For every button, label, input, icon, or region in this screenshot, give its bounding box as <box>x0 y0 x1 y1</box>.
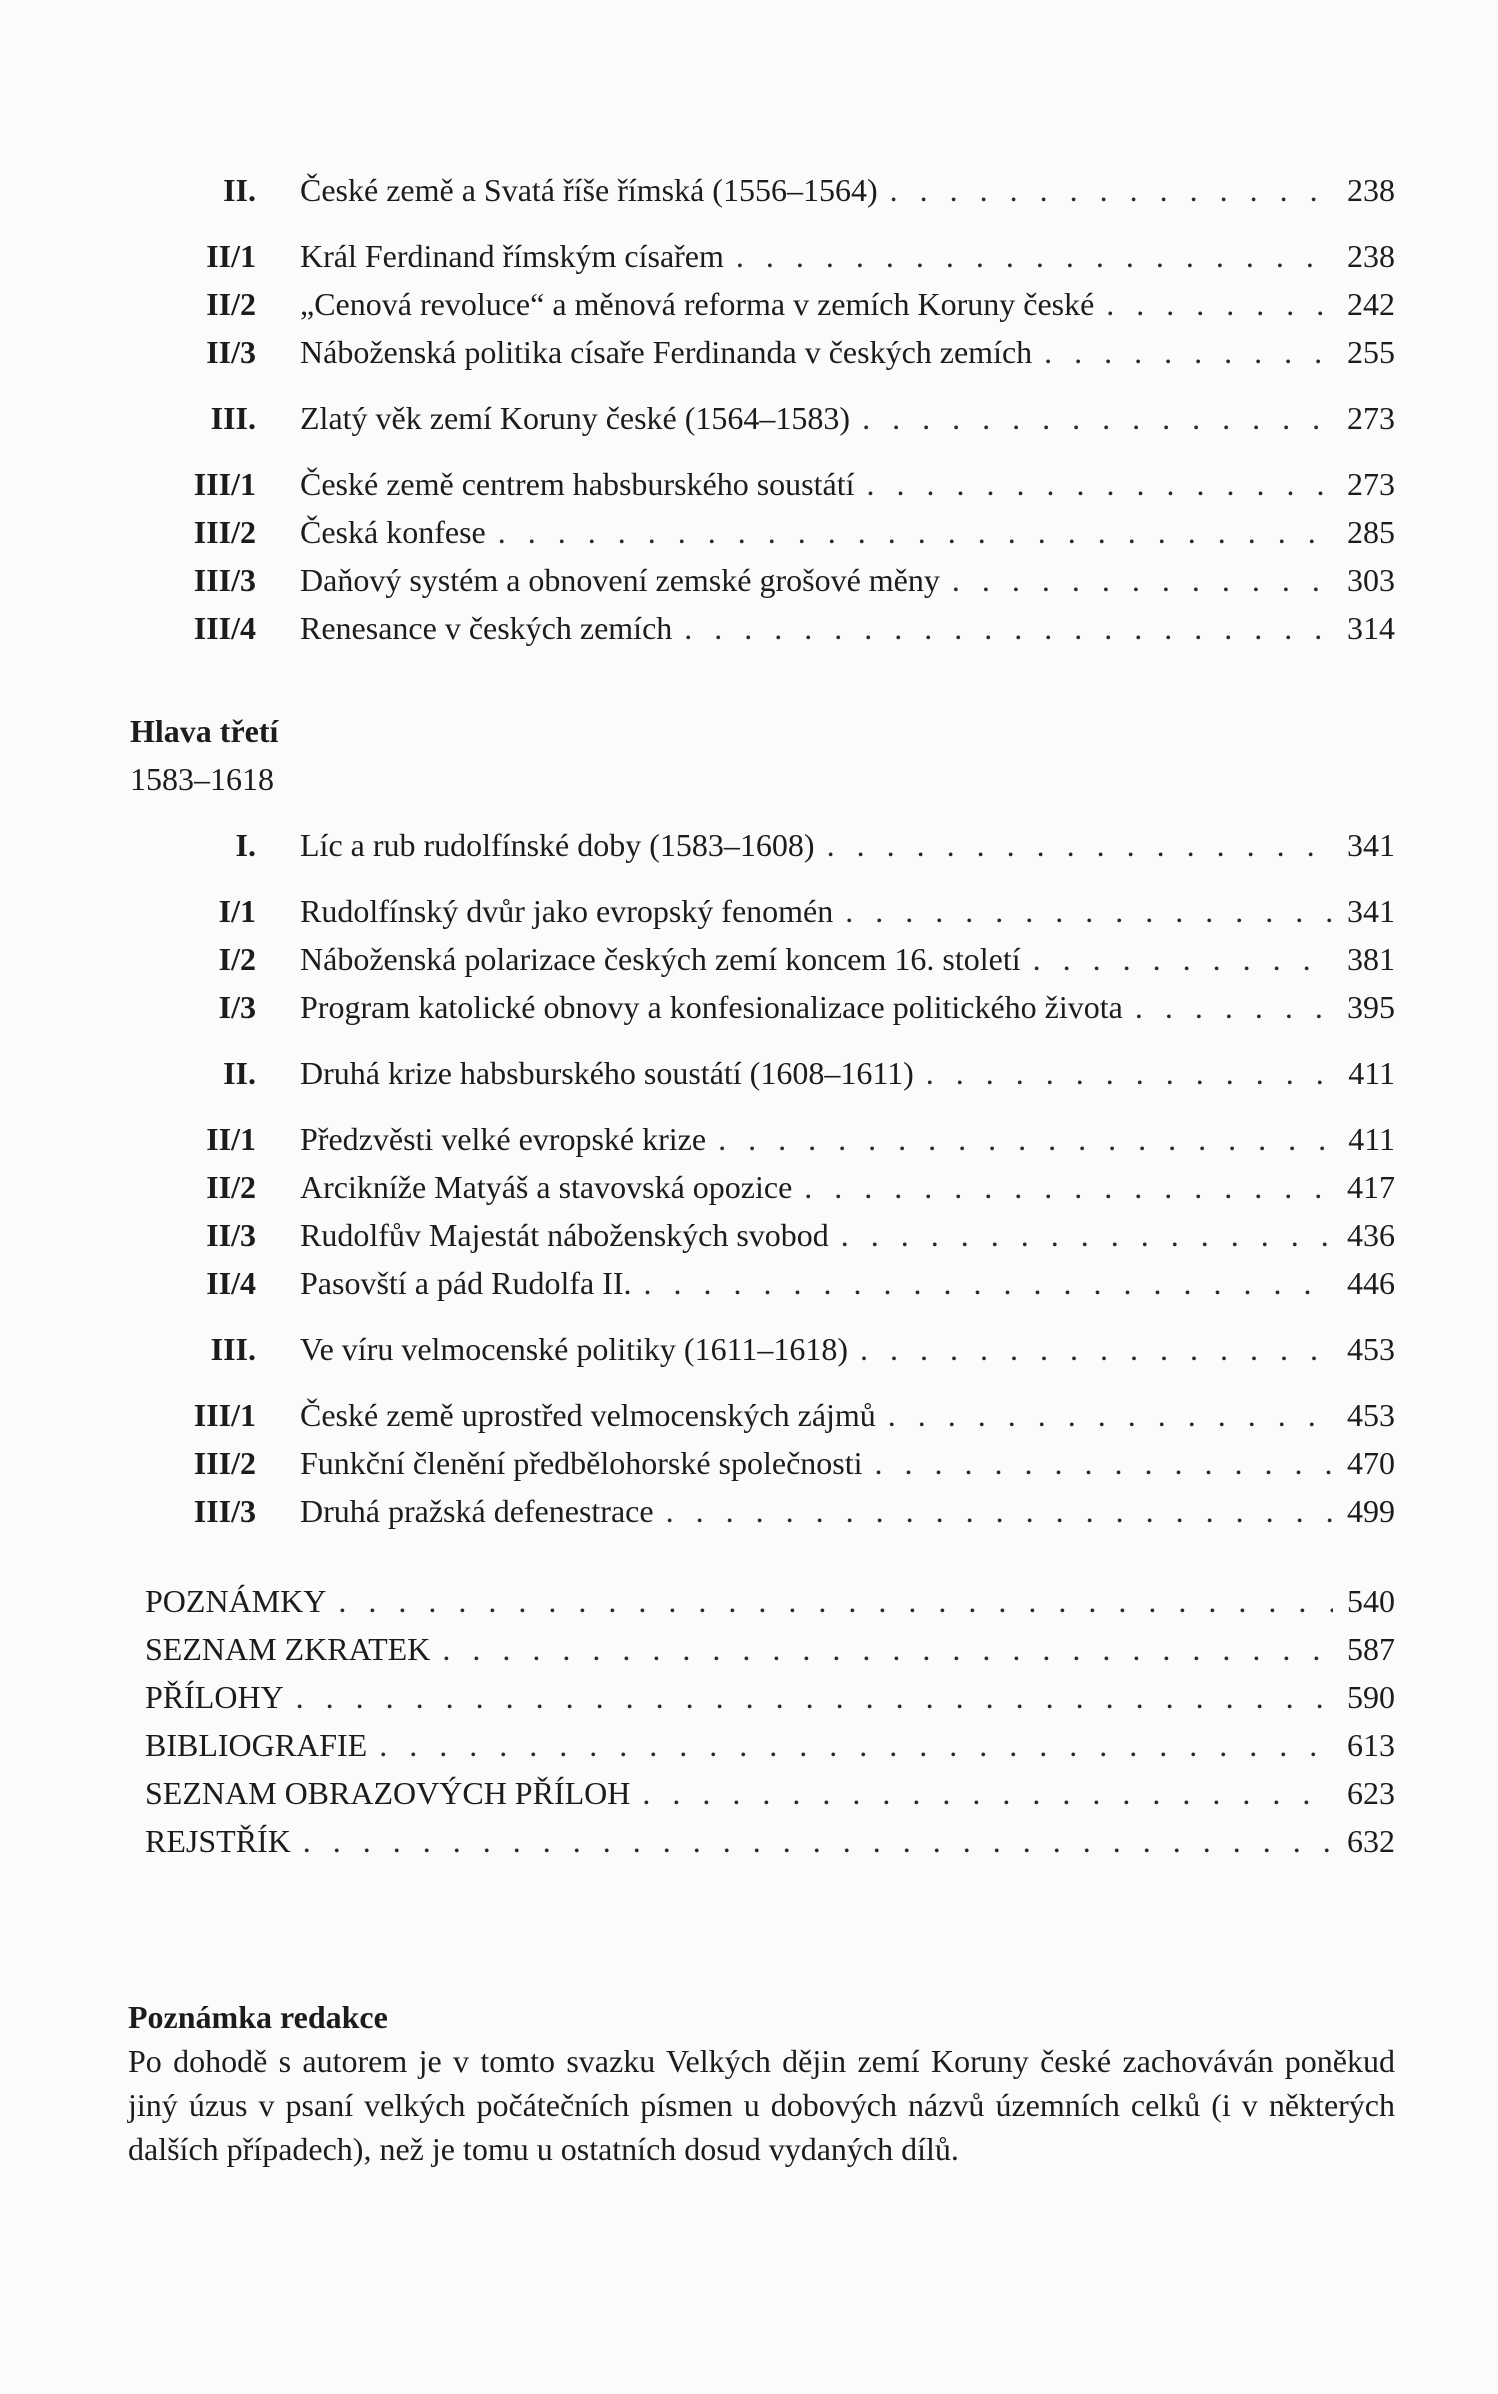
toc-row <box>0 1163 1498 1211</box>
editorial-note <box>128 1995 1395 2171</box>
part-heading-years: 1583–1618 <box>130 761 274 797</box>
section-title: Zlatý věk zemí Koruny české (1564–1583) <box>300 400 851 436</box>
dot-leader <box>926 1049 1333 1097</box>
section-title: Daňový systém a obnovení zemské grošové měny <box>300 562 940 598</box>
dot-leader <box>827 821 1333 869</box>
dot-leader <box>952 556 1333 604</box>
section-label: II/3 <box>206 334 256 370</box>
section-label: III/2 <box>193 514 256 550</box>
section-title: Pasovští a pád Rudolfa II. <box>300 1265 632 1301</box>
page-number: 590 <box>1347 1679 1395 1715</box>
section-title: SEZNAM OBRAZOVÝCH PŘÍLOH <box>145 1775 631 1811</box>
toc-row <box>0 887 1498 935</box>
section-title: Arcikníže Matyáš a stavovská opozice <box>300 1169 793 1205</box>
toc-row <box>0 821 1498 869</box>
dot-leader <box>1135 983 1333 1031</box>
section-label: III/4 <box>193 610 256 646</box>
dot-leader <box>1044 328 1333 376</box>
section-title: POZNÁMKY <box>145 1583 327 1619</box>
page-number: 238 <box>1347 238 1395 274</box>
dot-leader <box>736 232 1333 280</box>
toc-row <box>0 232 1498 280</box>
page-number: 303 <box>1347 562 1395 598</box>
section-title: Ve víru velmocenské politiky (1611–1618) <box>300 1331 849 1367</box>
page-number: 395 <box>1347 989 1395 1025</box>
section-title: Náboženská polarizace českých zemí koncem 16. století <box>300 941 1021 977</box>
dot-leader <box>303 1817 1333 1865</box>
editorial-note-title: Poznámka redakce <box>128 1999 388 2035</box>
section-label: I. <box>235 827 256 863</box>
section-title: Funkční členění předbělohorské společnosti <box>300 1445 863 1481</box>
section-label: II/3 <box>206 1217 256 1253</box>
section-title: Česká konfese <box>300 514 486 550</box>
dot-leader <box>841 1211 1333 1259</box>
section-title: Program katolické obnovy a konfesionalizace politického života <box>300 989 1123 1025</box>
toc-row <box>0 1769 1498 1817</box>
section-label: III/2 <box>193 1445 256 1481</box>
toc-row <box>0 1577 1498 1625</box>
dot-leader <box>644 1259 1334 1307</box>
section-label: III/1 <box>193 1397 256 1433</box>
section-title: České země uprostřed velmocenských zájmů <box>300 1397 876 1433</box>
dot-leader <box>845 887 1333 935</box>
section-label: II/2 <box>206 286 256 322</box>
toc-row <box>0 394 1498 442</box>
toc-row <box>0 1325 1498 1373</box>
page-number: 255 <box>1347 334 1395 370</box>
section-title: Renesance v českých zemích <box>300 610 673 646</box>
toc-row <box>0 604 1498 652</box>
page-number: 242 <box>1347 286 1395 322</box>
toc-row <box>0 1625 1498 1673</box>
toc-row <box>0 983 1498 1031</box>
dot-leader <box>296 1673 1333 1721</box>
dot-leader <box>804 1163 1333 1211</box>
page-number: 381 <box>1347 941 1395 977</box>
page-number: 285 <box>1347 514 1395 550</box>
section-label: III. <box>210 1331 256 1367</box>
page-number: 587 <box>1347 1631 1395 1667</box>
dot-leader <box>862 394 1333 442</box>
dot-leader <box>338 1577 1333 1625</box>
toc-row <box>0 1721 1498 1769</box>
section-title: REJSTŘÍK <box>145 1823 291 1859</box>
dot-leader <box>875 1439 1333 1487</box>
toc-row <box>0 1487 1498 1535</box>
toc-row <box>0 166 1498 214</box>
page-number: 273 <box>1347 400 1395 436</box>
toc-row <box>0 935 1498 983</box>
page-number: 446 <box>1347 1265 1395 1301</box>
page-number: 540 <box>1347 1583 1395 1619</box>
toc-row <box>0 460 1498 508</box>
page-number: 273 <box>1347 466 1395 502</box>
dot-leader <box>1106 280 1333 328</box>
page-number: 499 <box>1347 1493 1395 1529</box>
section-label: III/1 <box>193 466 256 502</box>
section-label: II/4 <box>206 1265 256 1301</box>
section-title: Líc a rub rudolfínské doby (1583–1608) <box>300 827 815 863</box>
section-label: II/1 <box>206 1121 256 1157</box>
toc-row <box>0 1049 1498 1097</box>
toc-row <box>0 280 1498 328</box>
dot-leader <box>684 604 1333 652</box>
part-heading <box>0 707 1498 803</box>
page-number: 341 <box>1347 893 1395 929</box>
dot-leader <box>867 460 1334 508</box>
dot-leader <box>890 166 1333 214</box>
page-number: 632 <box>1347 1823 1395 1859</box>
section-title: Předzvěsti velké evropské krize <box>300 1121 707 1157</box>
part-heading-title: Hlava třetí <box>130 713 279 749</box>
dot-leader <box>888 1391 1333 1439</box>
dot-leader <box>442 1625 1333 1673</box>
toc-row <box>0 1673 1498 1721</box>
section-title: „Cenová revoluce“ a měnová reforma v zemích Koruny české <box>300 286 1095 322</box>
toc-row <box>0 1259 1498 1307</box>
page-number: 238 <box>1347 172 1395 208</box>
section-title: Druhá pražská defenestrace <box>300 1493 654 1529</box>
section-title: Rudolfínský dvůr jako evropský fenomén <box>300 893 834 929</box>
dot-leader <box>642 1769 1333 1817</box>
toc-row <box>0 1439 1498 1487</box>
section-label: II. <box>223 1055 256 1091</box>
dot-leader <box>718 1115 1333 1163</box>
section-title: BIBLIOGRAFIE <box>145 1727 368 1763</box>
toc-row <box>0 1391 1498 1439</box>
section-label: I/2 <box>218 941 256 977</box>
page-number: 453 <box>1347 1331 1395 1367</box>
section-title: Náboženská politika císaře Ferdinanda v českých zemích <box>300 334 1033 370</box>
page-number: 470 <box>1347 1445 1395 1481</box>
section-title: Král Ferdinand římským císařem <box>300 238 724 274</box>
page-number: 314 <box>1347 610 1395 646</box>
page-number: 453 <box>1347 1397 1395 1433</box>
section-label: III/3 <box>193 1493 256 1529</box>
page-number: 341 <box>1347 827 1395 863</box>
editorial-note-body: Po dohodě s autorem je v tomto svazku Velkých dějin zemí Koruny české zachováván poněkud jiný úzus v psaní velkých počátečních písmen u dobových názvů územních celků (i v některých dalších případech), než je tomu u ostatních dosud vydaných dílů. <box>128 2043 1395 2167</box>
toc-row <box>0 1817 1498 1865</box>
page-number: 417 <box>1347 1169 1395 1205</box>
section-label: III. <box>210 400 256 436</box>
toc-row <box>0 1211 1498 1259</box>
section-label: III/3 <box>193 562 256 598</box>
dot-leader <box>379 1721 1333 1769</box>
section-title: PŘÍLOHY <box>145 1679 284 1715</box>
section-title: Druhá krize habsburského soustátí (1608–1611) <box>300 1055 914 1091</box>
page-number: 623 <box>1347 1775 1395 1811</box>
section-label: I/1 <box>218 893 256 929</box>
section-label: I/3 <box>218 989 256 1025</box>
section-title: Rudolfův Majestát náboženských svobod <box>300 1217 829 1253</box>
dot-leader <box>666 1487 1333 1535</box>
section-label: II/1 <box>206 238 256 274</box>
toc-row <box>0 508 1498 556</box>
page-number: 436 <box>1347 1217 1395 1253</box>
dot-leader <box>498 508 1333 556</box>
section-title: České země a Svatá říše římská (1556–1564) <box>300 172 878 208</box>
page-number: 411 <box>1348 1055 1395 1091</box>
page-number: 411 <box>1348 1121 1395 1157</box>
section-title: České země centrem habsburského soustátí <box>300 466 855 502</box>
section-title: SEZNAM ZKRATEK <box>145 1631 431 1667</box>
section-label: II. <box>223 172 256 208</box>
page-number: 613 <box>1347 1727 1395 1763</box>
section-label: II/2 <box>206 1169 256 1205</box>
dot-leader <box>860 1325 1333 1373</box>
toc-row <box>0 556 1498 604</box>
toc-row <box>0 1115 1498 1163</box>
toc-row <box>0 328 1498 376</box>
dot-leader <box>1033 935 1333 983</box>
